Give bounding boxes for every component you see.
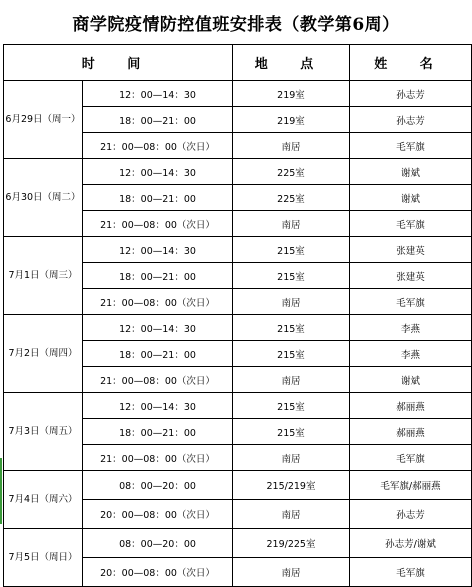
place-cell[interactable]: 南居: [233, 558, 350, 587]
place-cell[interactable]: 215室: [233, 341, 350, 367]
day-cell[interactable]: 6月29日（周一）: [4, 81, 83, 159]
place-cell[interactable]: 219室: [233, 107, 350, 133]
name-cell[interactable]: 毛军旗: [350, 289, 472, 315]
header-name[interactable]: 姓 名: [350, 45, 472, 81]
name-cell[interactable]: 毛军旗: [350, 133, 472, 159]
place-cell[interactable]: 南居: [233, 500, 350, 529]
time-cell[interactable]: 08：00—20：00: [83, 471, 233, 500]
time-cell[interactable]: 21：00—08：00（次日）: [83, 211, 233, 237]
name-cell[interactable]: 毛军旗: [350, 211, 472, 237]
place-cell[interactable]: 215/219室: [233, 471, 350, 500]
name-cell[interactable]: 孙志芳: [350, 107, 472, 133]
schedule-row: [4, 315, 472, 341]
time-cell[interactable]: 18：00—21：00: [83, 341, 233, 367]
schedule-row: [4, 237, 472, 263]
name-cell[interactable]: 毛军旗: [350, 558, 472, 587]
name-cell[interactable]: 谢斌: [350, 159, 472, 185]
time-cell[interactable]: 18：00—21：00: [83, 263, 233, 289]
name-cell[interactable]: 郝丽燕: [350, 419, 472, 445]
time-cell[interactable]: 12：00—14：30: [83, 159, 233, 185]
time-cell[interactable]: 20：00—08：00（次日）: [83, 500, 233, 529]
header-time[interactable]: 时 间: [4, 45, 233, 81]
name-cell[interactable]: 郝丽燕: [350, 393, 472, 419]
page-title: 商学院疫情防控值班安排表（教学第6周）: [72, 14, 400, 35]
header-row: [4, 45, 472, 81]
name-cell[interactable]: 李燕: [350, 315, 472, 341]
name-cell[interactable]: 孙志芳: [350, 81, 472, 107]
time-cell[interactable]: 18：00—21：00: [83, 107, 233, 133]
time-cell[interactable]: 20：00—08：00（次日）: [83, 558, 233, 587]
place-cell[interactable]: 225室: [233, 159, 350, 185]
schedule-row: [4, 471, 472, 500]
time-cell[interactable]: 12：00—14：30: [83, 81, 233, 107]
place-cell[interactable]: 南居: [233, 445, 350, 471]
name-cell[interactable]: 谢斌: [350, 185, 472, 211]
time-cell[interactable]: 21：00—08：00（次日）: [83, 445, 233, 471]
place-cell[interactable]: 215室: [233, 315, 350, 341]
name-cell[interactable]: 孙志芳/谢斌: [350, 529, 472, 558]
place-cell[interactable]: 219室: [233, 81, 350, 107]
day-cell[interactable]: 6月30日（周二）: [4, 159, 83, 237]
day-cell[interactable]: 7月4日（周六）: [4, 471, 83, 529]
name-cell[interactable]: 张建英: [350, 237, 472, 263]
place-cell[interactable]: 215室: [233, 237, 350, 263]
day-cell[interactable]: 7月1日（周三）: [4, 237, 83, 315]
time-cell[interactable]: 18：00—21：00: [83, 419, 233, 445]
place-cell[interactable]: 225室: [233, 185, 350, 211]
day-cell[interactable]: 7月2日（周四）: [4, 315, 83, 393]
place-cell[interactable]: 215室: [233, 419, 350, 445]
day-cell[interactable]: 7月5日（周日）: [4, 529, 83, 587]
header-place[interactable]: 地 点: [233, 45, 350, 81]
place-cell[interactable]: 215室: [233, 393, 350, 419]
selection-edge: [0, 458, 2, 524]
schedule-row: [4, 159, 472, 185]
schedule-row: [4, 529, 472, 558]
place-cell[interactable]: 215室: [233, 263, 350, 289]
place-cell[interactable]: 219/225室: [233, 529, 350, 558]
place-cell[interactable]: 南居: [233, 211, 350, 237]
schedule-table: [3, 44, 472, 587]
schedule-row: [4, 393, 472, 419]
time-cell[interactable]: 21：00—08：00（次日）: [83, 289, 233, 315]
place-cell[interactable]: 南居: [233, 133, 350, 159]
name-cell[interactable]: 张建英: [350, 263, 472, 289]
name-cell[interactable]: 谢斌: [350, 367, 472, 393]
schedule-row: [4, 81, 472, 107]
name-cell[interactable]: 毛军旗: [350, 445, 472, 471]
name-cell[interactable]: 李燕: [350, 341, 472, 367]
time-cell[interactable]: 08：00—20：00: [83, 529, 233, 558]
time-cell[interactable]: 21：00—08：00（次日）: [83, 133, 233, 159]
time-cell[interactable]: 12：00—14：30: [83, 237, 233, 263]
time-cell[interactable]: 12：00—14：30: [83, 393, 233, 419]
place-cell[interactable]: 南居: [233, 367, 350, 393]
time-cell[interactable]: 18：00—21：00: [83, 185, 233, 211]
time-cell[interactable]: 12：00—14：30: [83, 315, 233, 341]
day-cell[interactable]: 7月3日（周五）: [4, 393, 83, 471]
time-cell[interactable]: 21：00—08：00（次日）: [83, 367, 233, 393]
name-cell[interactable]: 孙志芳: [350, 500, 472, 529]
name-cell[interactable]: 毛军旗/郝丽燕: [350, 471, 472, 500]
place-cell[interactable]: 南居: [233, 289, 350, 315]
